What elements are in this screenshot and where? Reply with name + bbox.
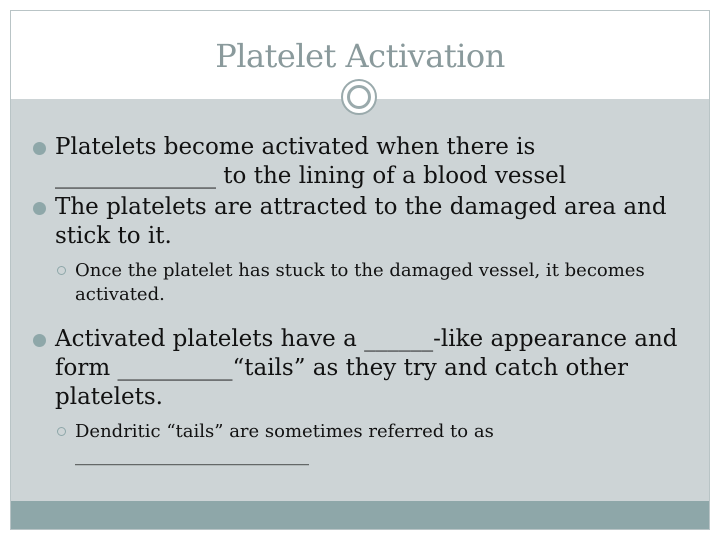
- bullet-item: [33, 133, 683, 191]
- bullet-list: [33, 133, 683, 476]
- bullet-text: Platelets become activated when there is ______________ to the lining of a blood vessel: [55, 134, 567, 189]
- bullet-ring-icon: [57, 266, 66, 275]
- footer-bar: [11, 501, 709, 529]
- bullet-dot-icon: [33, 202, 46, 215]
- bullet-dot-icon: [33, 334, 46, 347]
- bullet-item: [33, 325, 683, 412]
- sub-bullet-text: Once the platelet has stuck to the damaged vessel, it becomes activated.: [75, 260, 645, 305]
- bullet-ring-icon: [57, 427, 66, 436]
- sub-bullet-item: [33, 259, 683, 307]
- bullet-text: The platelets are attracted to the damaged area and stick to it.: [55, 194, 667, 249]
- sub-bullet-text: Dendritic “tails” are sometimes referred to as __________________________: [75, 421, 494, 466]
- sub-bullet-item: [33, 420, 683, 468]
- bullet-dot-icon: [33, 142, 46, 155]
- slide-title: Platelet Activation: [215, 37, 505, 75]
- slide: [10, 10, 710, 530]
- circle-ornament-inner: [347, 85, 371, 109]
- circle-ornament-icon: [341, 79, 377, 115]
- bullet-text: Activated platelets have a ______-like appearance and form __________“tails” as they try and catch other platelets.: [55, 326, 678, 410]
- bullet-item: [33, 193, 683, 251]
